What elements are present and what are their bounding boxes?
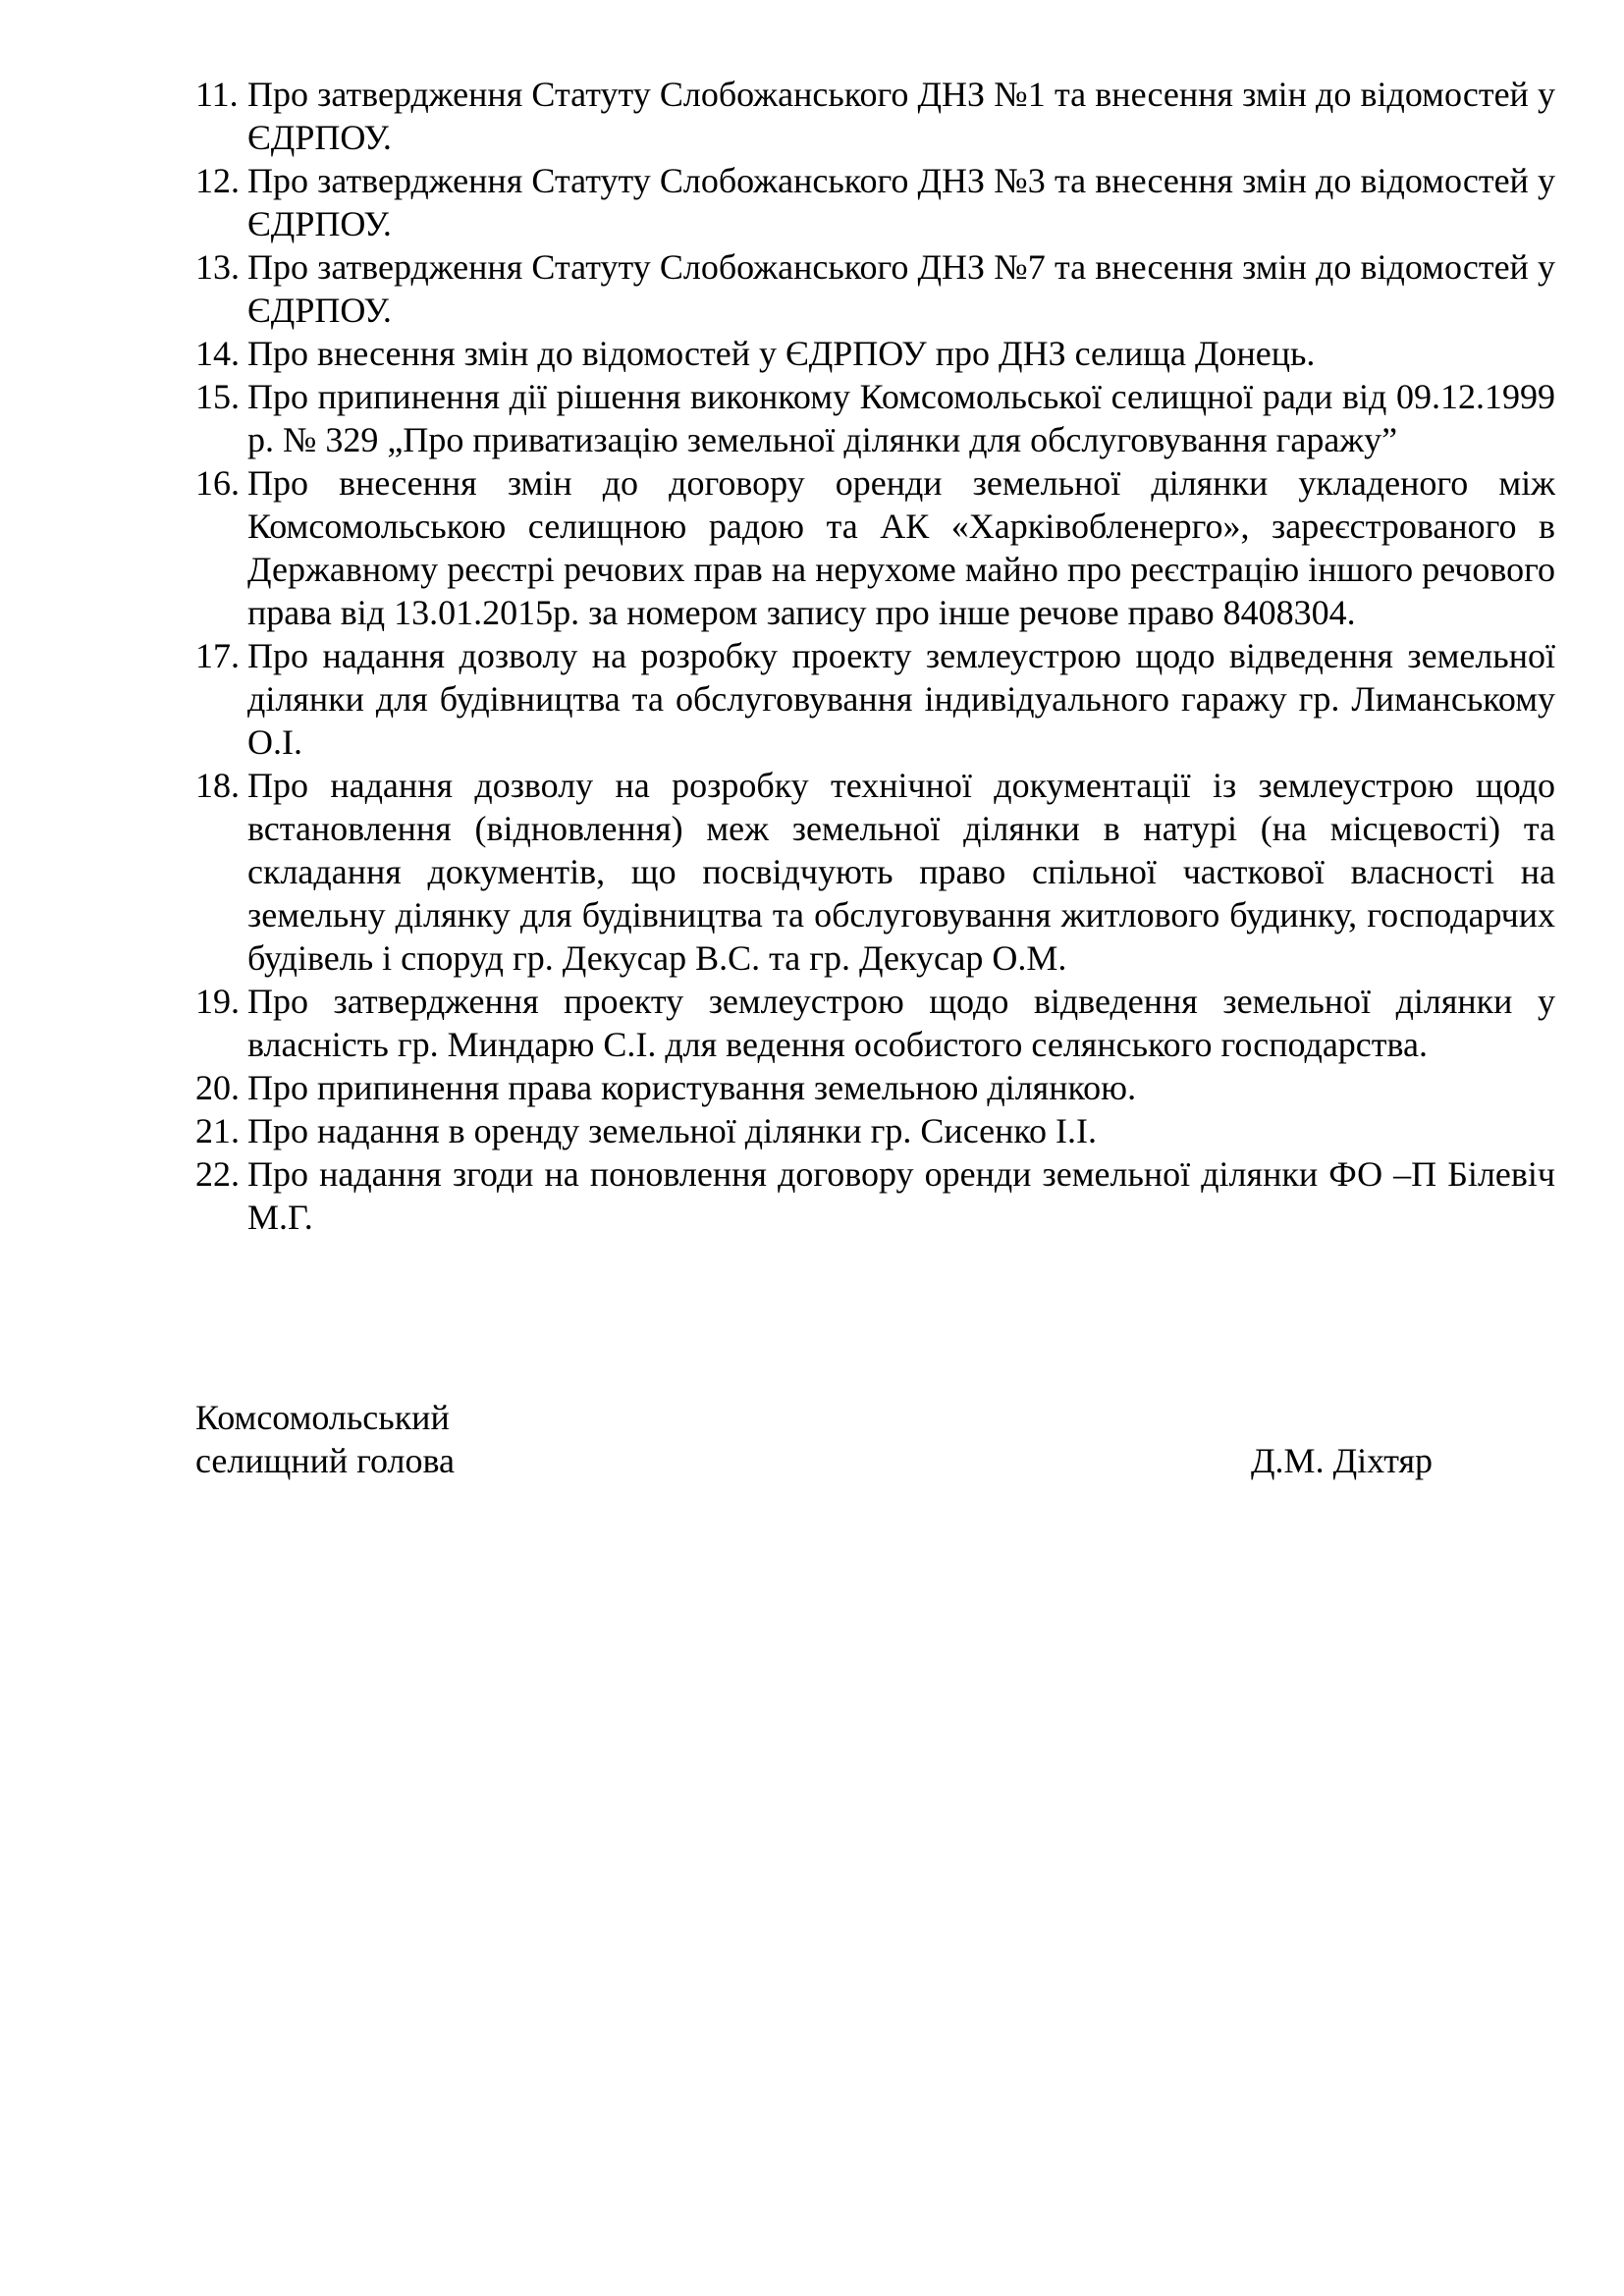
- agenda-item-21: [195, 1109, 1555, 1152]
- signatory-title-line1: Комсомольський: [195, 1398, 450, 1437]
- agenda-item-18: [195, 764, 1555, 980]
- item-text: Про припинення дії рішення виконкому Комсомольської селищної ради від 09.12.1999 р. № 329 „Про приватизацію земельної ділянки для обслуговування гаражу”: [247, 377, 1555, 459]
- agenda-item-20: [195, 1066, 1555, 1109]
- item-number: 19.: [195, 982, 240, 1021]
- item-text: Про внесення змін до договору оренди земельної ділянки укладеного між Комсомольською селищною радою та АК «Харківобленерго», зареєстрованого в Державному реєстрі речових прав на нерухоме майно про реєстрацію іншого речового права від 13.01.2015р. за номером запису про інше речове право 8408304.: [247, 463, 1555, 632]
- item-number: 12.: [195, 161, 240, 200]
- signatory-name: Д.М. Діхтяр: [1251, 1441, 1434, 1480]
- item-number: 13.: [195, 247, 240, 287]
- item-number: 17.: [195, 636, 240, 675]
- item-text: Про надання в оренду земельної ділянки гр. Сисенко І.І.: [247, 1111, 1098, 1150]
- signature-block: [195, 1396, 1472, 1482]
- item-number: 11.: [195, 75, 239, 114]
- agenda-item-14: [195, 332, 1555, 375]
- item-text: Про затвердження проекту землеустрою щодо відведення земельної ділянки у власність гр. Миндарю С.І. для ведення особистого селянського господарства.: [247, 982, 1555, 1064]
- agenda-item-16: [195, 461, 1555, 634]
- item-text: Про надання дозволу на розробку проекту землеустрою щодо відведення земельної ділянки для будівництва та обслуговування індивідуального гаражу гр. Лиманському О.І.: [247, 636, 1555, 762]
- agenda-item-13: [195, 245, 1555, 332]
- item-text: Про затвердження Статуту Слобожанського ДНЗ №7 та внесення змін до відомостей у ЄДРПОУ.: [247, 247, 1555, 330]
- item-text: Про надання дозволу на розробку технічної документації із землеустрою щодо встановлення (відновлення) меж земельної ділянки в натурі (на місцевості) та складання документів, що посвідчують право спільної часткової власності на земельну ділянку для будівництва та обслуговування житлового будинку, господарчих будівель і споруд гр. Декусар В.С. та гр. Декусар О.М.: [247, 766, 1555, 978]
- item-number: 22.: [195, 1154, 240, 1194]
- agenda-item-12: [195, 159, 1555, 245]
- item-number: 15.: [195, 377, 240, 416]
- item-number: 18.: [195, 766, 240, 805]
- agenda-item-17: [195, 634, 1555, 764]
- agenda-item-19: [195, 980, 1555, 1066]
- item-number: 21.: [195, 1111, 240, 1150]
- item-text: Про затвердження Статуту Слобожанського ДНЗ №3 та внесення змін до відомостей у ЄДРПОУ.: [247, 161, 1555, 243]
- signatory-title-line2: селищний голова: [195, 1441, 456, 1480]
- item-number: 14.: [195, 334, 240, 373]
- agenda-list: [195, 73, 1555, 1239]
- item-number: 16.: [195, 463, 240, 503]
- agenda-item-22: [195, 1152, 1555, 1239]
- item-text: Про надання згоди на поновлення договору оренди земельної ділянки ФО –П Білевіч М.Г.: [247, 1154, 1555, 1237]
- item-text: Про припинення права користування земельною ділянкою.: [247, 1068, 1137, 1107]
- item-number: 20.: [195, 1068, 240, 1107]
- agenda-item-15: [195, 375, 1555, 461]
- item-text: Про затвердження Статуту Слобожанського ДНЗ №1 та внесення змін до відомостей у ЄДРПОУ.: [247, 75, 1555, 157]
- agenda-item-11: [195, 73, 1555, 159]
- item-text: Про внесення змін до відомостей у ЄДРПОУ про ДНЗ селища Донець.: [247, 334, 1316, 373]
